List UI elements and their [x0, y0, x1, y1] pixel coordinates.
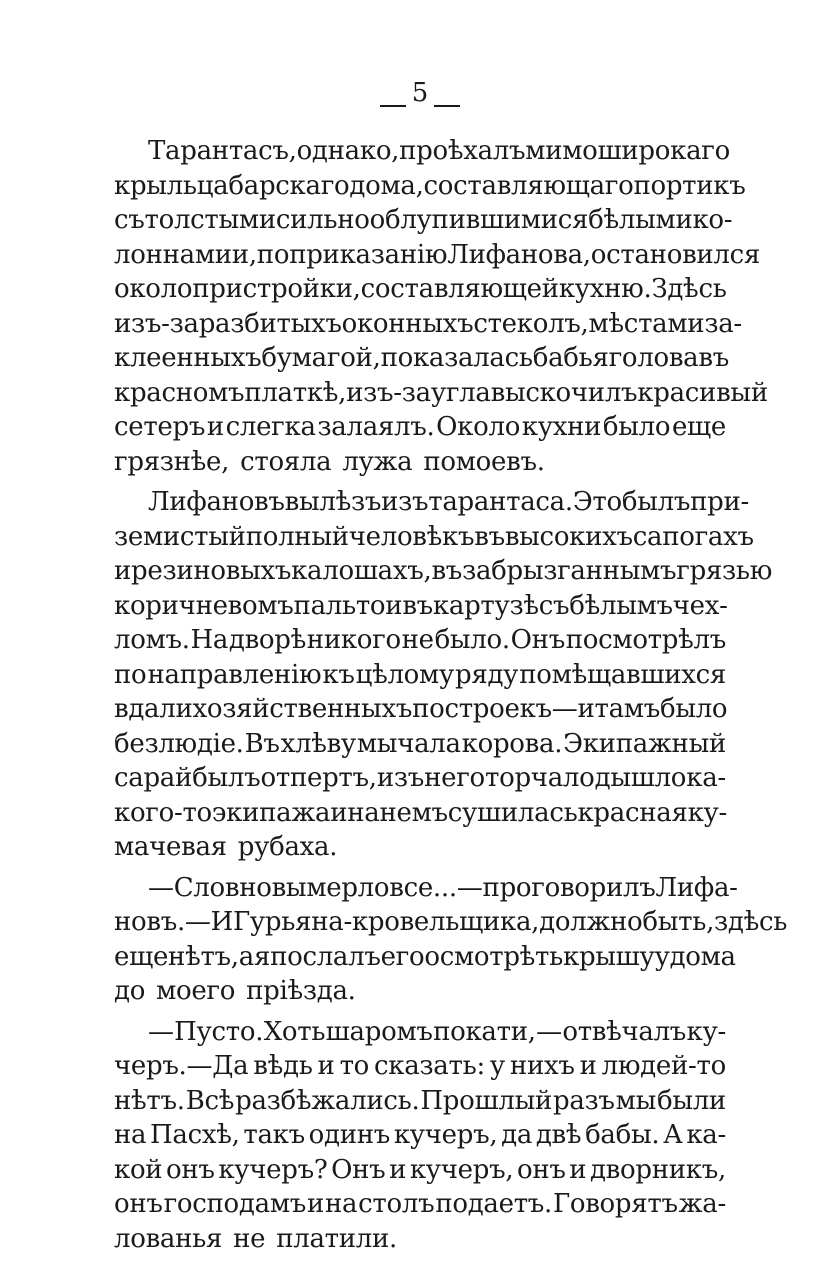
word: помѣщавшихся [519, 659, 726, 690]
word: грязнѣе, [114, 446, 230, 477]
word: онъ [516, 1154, 566, 1185]
page-number-marker [378, 78, 463, 108]
text-line [114, 905, 788, 940]
word: вѣдь [253, 1051, 313, 1081]
word: Словно [173, 872, 272, 903]
word: былъ [192, 763, 261, 793]
word: красная [577, 797, 688, 828]
word: составляющей [360, 274, 559, 304]
word: никого [306, 625, 401, 655]
page-number: 5 [411, 78, 429, 108]
word: Здѣсь [651, 274, 727, 304]
word: толстыми [144, 205, 276, 235]
word: сапогахъ [632, 521, 754, 552]
word: резиновыхъ [131, 556, 292, 586]
word: картузѣ [432, 590, 539, 621]
word: платкѣ, [244, 377, 347, 408]
word: кухню. [558, 274, 652, 304]
word: На [190, 625, 229, 655]
word: дома [669, 941, 736, 972]
word: показалась [380, 343, 533, 373]
word: экипажа [211, 797, 331, 828]
word: портикъ [633, 170, 746, 201]
word: ломъ. [114, 625, 190, 655]
word: Онъ [331, 1154, 386, 1185]
word: вымерло [271, 872, 390, 903]
word: жа- [678, 1189, 726, 1219]
word: хозяйственныхъ [192, 694, 413, 724]
word: проѣхалъ [399, 136, 526, 166]
word: да [501, 1120, 533, 1150]
word: было [659, 694, 728, 724]
word: разбитыхъ [198, 308, 342, 339]
word: облупившимися [369, 205, 589, 235]
word: Лифанова, [447, 239, 591, 270]
word: пріѣзда. [246, 976, 356, 1006]
word: платили. [276, 1223, 398, 1254]
word: мычала [356, 728, 461, 759]
word: не [233, 1223, 266, 1254]
word: и [317, 1051, 335, 1081]
text-line [114, 692, 726, 727]
word: все... [389, 872, 457, 903]
text-line [114, 761, 726, 796]
word: Пусто. [174, 1016, 264, 1047]
text-line [114, 376, 768, 411]
word: — [148, 872, 174, 903]
text-body [114, 134, 788, 1262]
paragraph [114, 871, 788, 1009]
word: ка- [686, 1120, 726, 1150]
word: рубаха. [237, 832, 338, 862]
word: пальто [293, 590, 386, 621]
text-line [114, 940, 736, 975]
word: посмотрѣлъ [565, 625, 726, 655]
word: построекъ [412, 694, 552, 724]
word: то [339, 1051, 370, 1081]
word: кучеръ? [218, 1154, 328, 1185]
text-line [114, 796, 726, 831]
word: новъ.—И [114, 907, 234, 937]
word: остановился [590, 239, 761, 270]
word: послалъ [270, 941, 381, 972]
word: Хоть [263, 1016, 326, 1047]
word: отпертъ, [260, 763, 377, 793]
text-line [114, 520, 754, 555]
word: грязью [676, 556, 773, 586]
word: онъ [114, 1189, 163, 1219]
word: кухни [521, 412, 602, 442]
word: при- [690, 487, 749, 517]
word: его [380, 941, 425, 972]
word: лованья [114, 1223, 223, 1254]
word: безлюдіе. [114, 728, 244, 759]
word: въ [698, 343, 729, 373]
word: одинъ [308, 1120, 391, 1150]
text-line [114, 1222, 726, 1257]
word: кучеръ, [393, 1120, 498, 1150]
text-line [114, 445, 726, 480]
word: красивый [637, 377, 768, 408]
word: съ [538, 590, 570, 621]
word: дома, [349, 170, 424, 201]
word: пристройки, [192, 274, 361, 304]
word: сушилась [447, 797, 578, 828]
word: должно [539, 907, 643, 937]
left-dash-rule [380, 105, 406, 107]
text-line [114, 1153, 726, 1188]
word: ряду [455, 659, 519, 690]
word: слегка [225, 412, 316, 442]
word: земистый [114, 521, 246, 552]
word: Гурьяна-кровельщика, [233, 907, 540, 937]
word: въ [431, 556, 463, 586]
word: и [206, 412, 224, 442]
word: него [424, 763, 485, 793]
word: составляющаго [423, 170, 634, 201]
word: выскочилъ [490, 377, 638, 408]
word: кучеръ, [409, 1154, 514, 1185]
word: мы [615, 1085, 656, 1116]
word: сарай [114, 763, 193, 793]
word: шаромъ [325, 1016, 433, 1047]
word: былъ [621, 487, 691, 517]
word: однако, [296, 136, 400, 166]
word: изъ-за [346, 377, 431, 408]
text-line [114, 658, 726, 693]
word: за- [704, 308, 742, 339]
word: до [114, 976, 146, 1006]
word: стояла [240, 446, 332, 477]
word: мачевая [114, 832, 227, 862]
text-line [114, 871, 738, 906]
word: широкаго [597, 136, 730, 166]
word: дворникъ, [589, 1154, 726, 1185]
word: Тарантасъ, [148, 136, 297, 166]
word: по [114, 659, 147, 690]
word: лужа [342, 446, 413, 477]
word: было. [434, 625, 510, 655]
word: а [238, 941, 254, 972]
text-line [114, 134, 730, 169]
word: лоннами [114, 239, 232, 270]
word: и [577, 694, 595, 724]
word: не [401, 625, 434, 655]
word: господамъ [163, 1189, 306, 1219]
word: отвѣчалъ [562, 1016, 687, 1047]
word: торчало [485, 763, 595, 793]
word: и [569, 1154, 587, 1185]
word: Прошлый [420, 1085, 553, 1116]
page-header [0, 78, 840, 118]
text-line [114, 830, 726, 865]
text-line [114, 169, 746, 204]
word: подаетъ. [435, 1189, 552, 1219]
word: нѣтъ, [168, 941, 239, 972]
word: Лифа- [655, 872, 738, 903]
word: быть, [642, 907, 715, 937]
paragraph [114, 485, 773, 865]
word: залаялъ. [317, 412, 435, 442]
text-line [114, 272, 726, 307]
word: и [389, 1154, 407, 1185]
word: Говорятъ [552, 1189, 678, 1219]
word: хлѣву [280, 728, 356, 759]
word: еще [114, 941, 169, 972]
text-line [114, 1187, 726, 1222]
word: изъ [376, 763, 424, 793]
word: къ [322, 659, 355, 690]
word: крышу [563, 941, 655, 972]
word: Около [436, 412, 521, 442]
word: здѣсь [714, 907, 788, 937]
word: ко- [692, 205, 733, 235]
word: Это [572, 487, 622, 517]
word: клеенныхъ [114, 343, 262, 373]
word: по [256, 239, 290, 270]
word: черъ.—Да [114, 1051, 249, 1081]
word: мимо [525, 136, 598, 166]
word: нихъ [509, 1051, 575, 1081]
word: на [324, 1189, 358, 1219]
word: бѣлыми [588, 205, 693, 235]
word: сказать: [374, 1051, 485, 1081]
word: ку- [687, 797, 727, 828]
word: красномъ [114, 377, 245, 408]
text-line [114, 1118, 726, 1153]
right-dash-rule [434, 105, 460, 107]
word: угла [430, 377, 491, 408]
text-line [114, 238, 761, 273]
word: — [551, 694, 578, 724]
word: и [579, 1051, 597, 1081]
word: дышло [594, 763, 687, 793]
word: вдали [114, 694, 193, 724]
word: Въ [244, 728, 280, 759]
word: на [347, 797, 380, 828]
word: сильно [275, 205, 370, 235]
word: и [385, 590, 403, 621]
word: высокихъ [504, 521, 633, 552]
word: изъ [381, 487, 429, 517]
word: такъ [243, 1120, 305, 1150]
word: разбѣжались. [235, 1085, 420, 1116]
word: у [489, 1051, 505, 1081]
word: человѣкъ [348, 521, 475, 552]
word: изъ-за [114, 308, 199, 339]
word: полный [245, 521, 349, 552]
word: бѣлымъ [569, 590, 673, 621]
text-line [114, 203, 733, 238]
paragraph [114, 134, 768, 479]
word: стеколъ, [473, 308, 589, 339]
text-line [114, 1049, 726, 1084]
word: проговорилъ [482, 872, 656, 903]
word: — [456, 872, 483, 903]
text-line [114, 341, 729, 376]
word: тарантаса. [428, 487, 573, 517]
word: бабы. [585, 1120, 660, 1150]
word: чех- [672, 590, 728, 621]
word: были [656, 1085, 726, 1116]
word: крыльца [114, 170, 229, 201]
text-line [114, 554, 773, 589]
text-line [114, 623, 726, 658]
word: разъ [553, 1085, 615, 1116]
word: я [253, 941, 271, 972]
word: нѣтъ. [114, 1085, 185, 1116]
word: барскаго [228, 170, 350, 201]
text-line [114, 1084, 726, 1119]
word: кого-то [114, 797, 212, 828]
word: вылѣзъ [284, 487, 382, 517]
word: забрызганнымъ [462, 556, 677, 586]
word: около [114, 274, 193, 304]
text-line [114, 410, 726, 445]
text-line [114, 589, 726, 624]
word: осмотрѣть [424, 941, 563, 972]
word: бабья [532, 343, 609, 373]
word: Экипажный [563, 728, 726, 759]
word: онъ [166, 1154, 215, 1185]
word: людей-то [601, 1051, 726, 1081]
word: немъ [379, 797, 448, 828]
word: въ [474, 521, 505, 552]
word: помоевъ. [423, 446, 545, 477]
word: было [602, 412, 671, 442]
word: на [114, 1120, 147, 1150]
word: сетеръ [114, 412, 206, 442]
word: кой [114, 1154, 163, 1185]
word: Онъ [510, 625, 565, 655]
text-line [114, 727, 726, 762]
word: коричневомъ [114, 590, 294, 621]
word: тамъ [594, 694, 660, 724]
word: оконныхъ [341, 308, 474, 339]
word: въ [402, 590, 433, 621]
word: моего [156, 976, 236, 1006]
word: ку- [686, 1016, 726, 1047]
word: Пасхѣ, [150, 1120, 240, 1150]
word: и [330, 797, 348, 828]
text-line [114, 974, 726, 1009]
word: мѣстами [588, 308, 705, 339]
word: — [536, 1016, 562, 1047]
word: калошахъ, [291, 556, 432, 586]
text-line [114, 1015, 726, 1050]
word: корова. [461, 728, 563, 759]
word: и [114, 556, 132, 586]
word: ка- [686, 763, 726, 793]
word: направленію [147, 659, 322, 690]
paragraph [114, 1015, 726, 1257]
word: еще [671, 412, 726, 442]
word: приказанію [289, 239, 448, 270]
word: и, [231, 239, 257, 270]
word: съ [114, 205, 145, 235]
word: — [148, 1016, 174, 1047]
word: Всѣ [185, 1085, 235, 1116]
word: и [306, 1189, 324, 1219]
word: А [663, 1120, 683, 1150]
word: цѣлому [355, 659, 454, 690]
text-line [114, 307, 742, 342]
word: бумагой, [261, 343, 381, 373]
word: столъ [358, 1189, 435, 1219]
word: Лифановъ [148, 487, 285, 517]
word: у [654, 941, 670, 972]
word: покати, [433, 1016, 536, 1047]
word: двѣ [535, 1120, 582, 1150]
word: дворѣ [228, 625, 306, 655]
text-line [114, 485, 749, 520]
word: голова [608, 343, 699, 373]
